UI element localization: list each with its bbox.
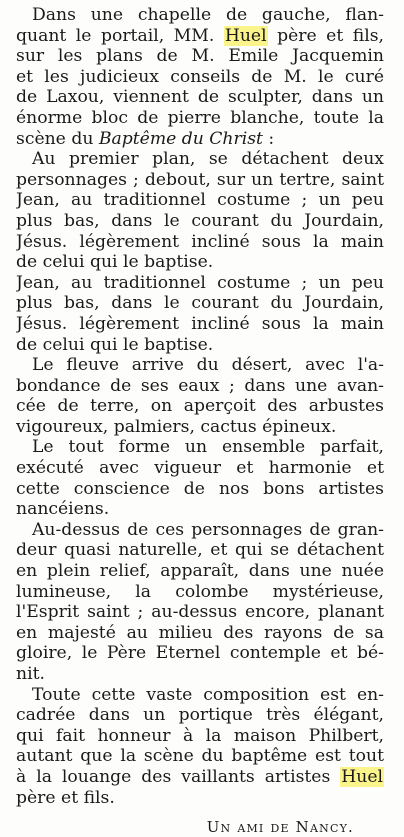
text-run: Jean, au traditionnel costume ; un peu <box>16 272 384 293</box>
text-line <box>16 87 384 108</box>
text-line <box>16 623 384 644</box>
text-line <box>16 67 384 88</box>
text-run: Au-dessus de ces personnages de gran- <box>32 519 384 540</box>
text-line <box>16 520 384 541</box>
text-run: cadrée dans un portique très élégant, <box>16 705 384 726</box>
text-line <box>16 293 384 314</box>
text-run: nancéiens. <box>16 499 110 520</box>
text-run: Toute cette vaste composition est en- <box>32 684 384 705</box>
text-run: cette conscience de nos bons artistes <box>16 478 384 499</box>
text-run: et les judicieux conseils de M. le curé <box>16 66 384 87</box>
text-line <box>16 561 384 582</box>
text-line <box>16 746 384 767</box>
text-run: de celui qui le baptise. <box>16 252 214 273</box>
text-run: père et fils, <box>267 25 384 46</box>
paragraph <box>16 355 384 437</box>
article-body <box>16 5 384 808</box>
text-run: scène du <box>16 128 99 149</box>
text-run: cée de terre, on aperçoit des arbustes <box>16 396 384 417</box>
text-run: Le fleuve arrive du désert, avec l'a- <box>32 355 384 376</box>
signature: Un ami de Nancy. <box>206 818 354 837</box>
text-line <box>16 149 384 170</box>
text-line <box>16 252 384 273</box>
text-run: à la louange des vaillants artistes <box>16 766 341 787</box>
paragraph <box>16 520 384 685</box>
text-run: Jésus. légèrement incliné sous la main <box>16 231 384 252</box>
text-line <box>16 417 384 438</box>
text-line <box>16 602 384 623</box>
text-run: en plein relief, apparaît, dans une nuée <box>16 561 384 582</box>
text-line <box>16 788 384 809</box>
text-line <box>16 458 384 479</box>
text-line <box>16 396 384 417</box>
text-line <box>16 582 384 603</box>
text-run: vigoureux, palmiers, cactus épineux. <box>16 416 337 437</box>
text-run: autant que la scène du baptême est tout <box>16 746 384 767</box>
text-run: en majesté au milieu des rayons de sa <box>16 622 384 643</box>
text-run: Au premier plan, se détachent deux <box>32 149 384 170</box>
italic-title: Baptême du Christ <box>98 128 263 149</box>
text-line <box>16 767 384 788</box>
text-line <box>16 540 384 561</box>
text-line <box>16 314 384 335</box>
text-run: de Laxou, viennent de sculpter, dans un <box>16 87 384 108</box>
text-line <box>16 170 384 191</box>
text-run: Dans une chapelle de gauche, flan- <box>32 5 384 25</box>
text-line <box>16 46 384 67</box>
text-run: l'Esprit saint ; au-dessus encore, planant <box>16 602 384 623</box>
text-line <box>16 499 384 520</box>
text-run: deur quasi naturelle, et qui se détachent <box>16 540 384 561</box>
text-run: de celui qui le baptise. <box>16 334 214 355</box>
text-line <box>16 664 384 685</box>
text-run: sur les plans de M. Emile Jacquemin <box>16 46 384 67</box>
text-line <box>16 376 384 397</box>
text-run: bondance de ses eaux ; dans une avan- <box>16 375 384 396</box>
paragraph <box>16 437 384 519</box>
text-line <box>16 437 384 458</box>
text-run: plus bas, dans le courant du Jourdain, <box>16 293 384 314</box>
text-line <box>16 685 384 706</box>
text-line <box>16 705 384 726</box>
text-run: exécuté avec vigueur et harmonie et <box>16 458 384 479</box>
text-run: personnages ; debout, sur un tertre, saint <box>16 169 384 190</box>
text-run: énorme bloc de pierre blanche, toute la <box>16 107 384 128</box>
text-run: : <box>262 128 275 149</box>
text-run: qui fait honneur à la maison Philbert, <box>16 725 384 746</box>
paragraph <box>16 685 384 809</box>
text-line <box>16 335 384 356</box>
text-line <box>16 726 384 747</box>
paragraph <box>16 273 384 355</box>
text-line <box>16 190 384 211</box>
text-line <box>16 5 384 26</box>
paragraph <box>16 149 384 273</box>
paragraph <box>16 5 384 149</box>
text-run: Jésus. légèrement incliné sous la main <box>16 313 384 334</box>
text-run: quant le portail, MM. <box>16 25 224 46</box>
text-line <box>16 273 384 294</box>
text-line <box>16 479 384 500</box>
text-run: Jean, au traditionnel costume ; un peu <box>16 190 384 211</box>
text-line <box>16 108 384 129</box>
text-line <box>16 211 384 232</box>
text-run: père et fils. <box>16 787 115 808</box>
text-line <box>16 26 384 47</box>
text-line <box>16 129 384 150</box>
text-line <box>16 355 384 376</box>
text-run: plus bas, dans le courant du Jourdain, <box>16 210 384 231</box>
text-line <box>16 643 384 664</box>
highlighted-name: Huel <box>341 766 383 787</box>
text-line <box>16 232 384 253</box>
text-run: lumineuse, la colombe mystérieuse, <box>16 581 384 602</box>
highlighted-name: Huel <box>224 25 267 46</box>
text-run: nit. <box>16 664 45 684</box>
text-run: Le tout forme un ensemble parfait, <box>32 437 384 458</box>
text-run: gloire, le Père Eternel contemple et bé- <box>16 643 384 664</box>
